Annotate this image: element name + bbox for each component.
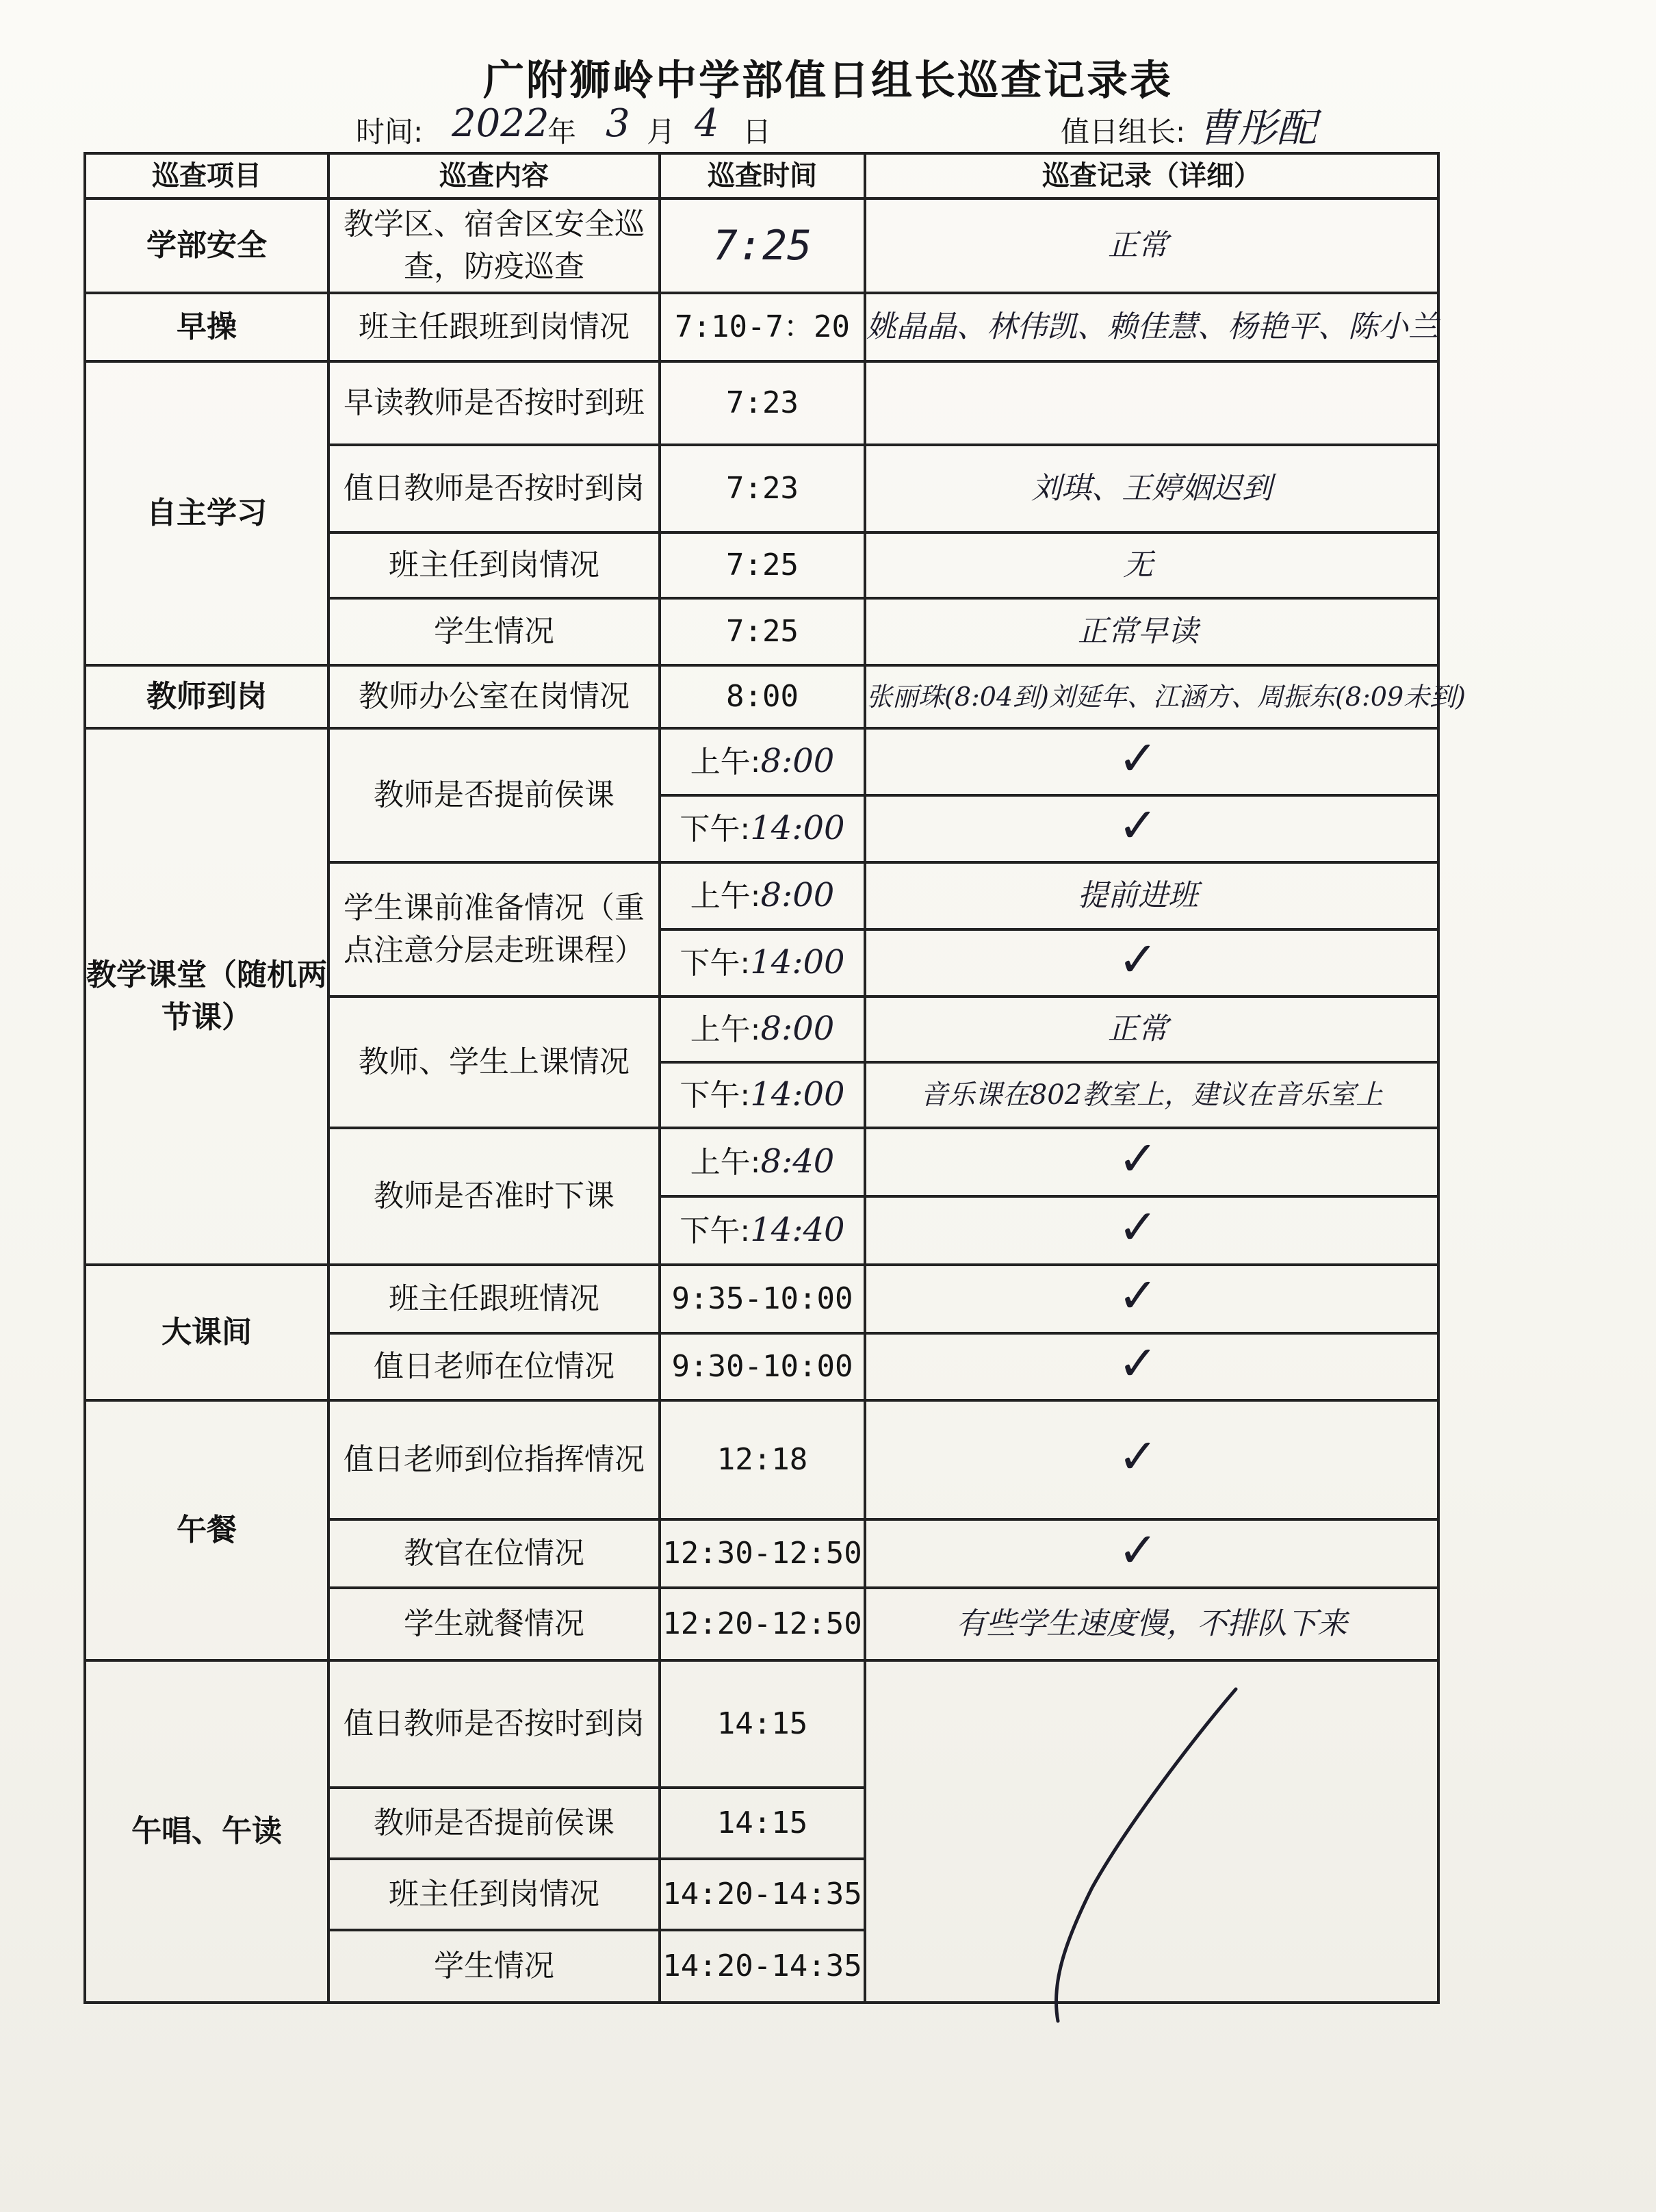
content-cell: 值日教师是否按时到岗 [328, 1660, 660, 1788]
time-cell: 12:30-12:50 [660, 1519, 865, 1588]
content-cell: 早读教师是否按时到班 [328, 361, 660, 445]
day-label: 日 [742, 115, 772, 149]
category-cell: 大课间 [85, 1265, 328, 1400]
time-cell: 7:25 [660, 198, 865, 293]
content-cell: 班主任到岗情况 [328, 1859, 660, 1930]
time-cell: 7:23 [660, 361, 865, 445]
content-cell: 学生情况 [328, 1930, 660, 2003]
header-row [85, 153, 1438, 198]
content-cell: 值日老师到位指挥情况 [328, 1400, 660, 1519]
leader-label: 值日组长: [1061, 115, 1186, 149]
record-cell [865, 929, 1438, 996]
form-title: 广附狮岭中学部值日组长巡查记录表 [483, 57, 1173, 105]
record-cell: 正常 [865, 198, 1438, 293]
time-cell: 14:15 [660, 1788, 865, 1859]
content-cell: 学生课前准备情况（重点注意分层走班课程） [328, 862, 660, 996]
record-cell [865, 1519, 1438, 1588]
table-row [85, 728, 1438, 795]
time-cell: 8:00 [660, 665, 865, 728]
record-cell: 无 [865, 532, 1438, 598]
record-cell: 正常 [865, 996, 1438, 1062]
table-row [85, 1660, 1438, 1788]
time-cell: 下午:14:00 [660, 929, 865, 996]
time-cell: 上午:8:00 [660, 728, 865, 795]
category-cell: 午唱、午读 [85, 1660, 328, 2003]
content-cell: 教师办公室在岗情况 [328, 665, 660, 728]
record-cell [865, 795, 1438, 862]
record-cell: 刘琪、王婷姻迟到 [865, 445, 1438, 532]
patrol-table [83, 152, 1466, 2004]
time-cell: 下午:14:40 [660, 1196, 865, 1265]
category-cell: 教学课堂（随机两节课） [85, 728, 328, 1265]
category-cell: 自主学习 [85, 361, 328, 665]
category-cell: 教师到岗 [85, 665, 328, 728]
date-year: 2022 [452, 101, 549, 146]
col-header-item: 巡查项目 [85, 153, 328, 198]
time-cell: 9:35-10:00 [660, 1265, 865, 1333]
content-cell: 班主任跟班情况 [328, 1265, 660, 1333]
time-cell: 7:25 [660, 598, 865, 665]
time-cell: 14:15 [660, 1660, 865, 1788]
table-row [85, 293, 1438, 361]
time-cell: 7:10-7：20 [660, 293, 865, 361]
content-cell: 学生情况 [328, 598, 660, 665]
record-cell: 有些学生速度慢，不排队下来 [865, 1588, 1438, 1660]
record-cell [865, 1400, 1438, 1519]
table-row [85, 1400, 1438, 1519]
check-mark: ✓ [1117, 1268, 1159, 1324]
year-label: 年 [547, 115, 577, 149]
table-row [85, 361, 1438, 445]
content-cell: 学生就餐情况 [328, 1588, 660, 1660]
time-cell: 14:20-14:35 [660, 1930, 865, 2003]
time-cell: 上午:8:40 [660, 1128, 865, 1196]
record-cell [865, 1128, 1438, 1196]
check-mark: ✓ [1117, 1335, 1159, 1391]
time-cell: 上午:8:00 [660, 996, 865, 1062]
category-cell: 早操 [85, 293, 328, 361]
record-cell: 正常早读 [865, 598, 1438, 665]
content-cell: 教官在位情况 [328, 1519, 660, 1588]
col-header-time: 巡查时间 [660, 153, 865, 198]
record-cell [865, 361, 1438, 445]
record-cell-struck-out [865, 1660, 1438, 2003]
record-cell [865, 1265, 1438, 1333]
table-row [85, 1265, 1438, 1333]
month-label: 月 [647, 115, 676, 149]
content-cell: 教师是否提前侯课 [328, 1788, 660, 1859]
check-mark: ✓ [1117, 931, 1159, 988]
table-row [85, 665, 1438, 728]
time-cell: 12:20-12:50 [660, 1588, 865, 1660]
record-cell: 提前进班 [865, 862, 1438, 929]
check-mark: ✓ [1117, 1131, 1159, 1187]
category-cell: 午餐 [85, 1400, 328, 1660]
time-label: 时间: [356, 115, 424, 149]
col-header-record: 巡查记录（详细） [865, 153, 1438, 198]
time-cell: 下午:14:00 [660, 1062, 865, 1128]
check-mark: ✓ [1117, 797, 1159, 853]
date-month: 3 [606, 101, 630, 146]
record-cell: 姚晶晶、林伟凯、赖佳慧、杨艳平、陈小兰 [865, 293, 1438, 361]
content-cell: 班主任跟班到岗情况 [328, 293, 660, 361]
time-cell: 上午:8:00 [660, 862, 865, 929]
time-cell: 7:23 [660, 445, 865, 532]
content-cell: 教师是否准时下课 [328, 1128, 660, 1265]
time-cell: 12:18 [660, 1400, 865, 1519]
time-cell: 14:20-14:35 [660, 1859, 865, 1930]
check-mark: ✓ [1117, 1199, 1159, 1255]
record-cell [865, 1333, 1438, 1400]
col-header-content: 巡查内容 [328, 153, 660, 198]
date-day: 4 [695, 101, 719, 146]
leader-signature: 曹彤配 [1198, 105, 1317, 151]
record-cell [865, 728, 1438, 795]
check-mark: ✓ [1117, 730, 1159, 786]
record-cell: 音乐课在802教室上，建议在音乐室上 [865, 1062, 1438, 1128]
record-cell [865, 1196, 1438, 1265]
table-row [85, 198, 1438, 293]
content-cell: 教师是否提前侯课 [328, 728, 660, 862]
check-mark: ✓ [1117, 1522, 1159, 1578]
content-cell: 值日教师是否按时到岗 [328, 445, 660, 532]
content-cell: 教学区、宿舍区安全巡查，防疫巡查 [328, 198, 660, 293]
content-cell: 班主任到岗情况 [328, 532, 660, 598]
time-cell: 7:25 [660, 532, 865, 598]
time-cell: 下午:14:00 [660, 795, 865, 862]
time-cell: 9:30-10:00 [660, 1333, 865, 1400]
strike-line [866, 1662, 1434, 2045]
category-cell: 学部安全 [85, 198, 328, 293]
record-cell: 张丽珠(8:04到)刘延年、江涵方、周振东(8:09未到) [865, 665, 1438, 728]
content-cell: 教师、学生上课情况 [328, 996, 660, 1128]
check-mark: ✓ [1117, 1428, 1159, 1484]
content-cell: 值日老师在位情况 [328, 1333, 660, 1400]
